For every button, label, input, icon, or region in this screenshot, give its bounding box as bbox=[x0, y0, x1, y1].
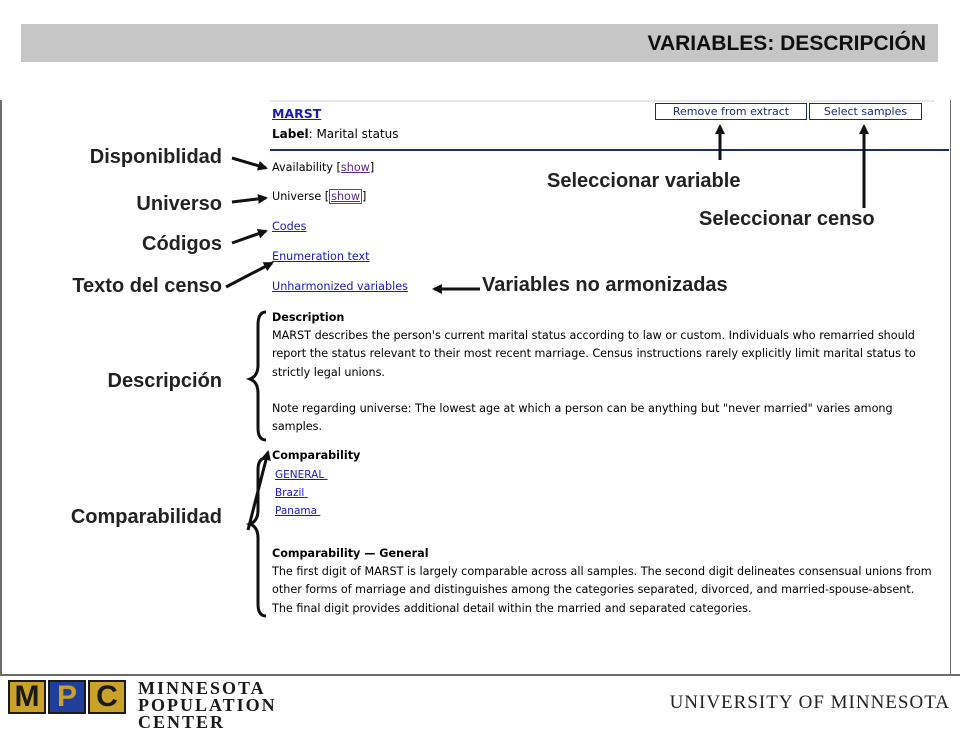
comparability-link-panama[interactable]: Panama bbox=[275, 505, 318, 517]
annotation-universo: Universo bbox=[136, 193, 222, 215]
availability-label: Availability [ bbox=[272, 161, 341, 174]
logo-letter-m: M bbox=[8, 680, 46, 714]
description-line-2: report the status relevant to their most recent marriage. Census instructions rarely explicitly limit marital status to bbox=[272, 347, 916, 361]
arrow-codigos bbox=[232, 231, 266, 243]
comparability-general-heading: Comparability — General bbox=[272, 547, 429, 560]
description-line-4: Note regarding universe: The lowest age at which a person can be anything but "never married" varies among bbox=[272, 401, 893, 415]
variable-label-key: Label bbox=[272, 127, 309, 141]
unharmonized-variables-link[interactable]: Unharmonized variables bbox=[272, 280, 408, 293]
description-line-1: MARST describes the person's current marital status according to law or custom. Individuals who remarried should bbox=[272, 329, 915, 343]
annotation-disponibilidad: Disponiblidad bbox=[89, 146, 222, 168]
mpc-line-1: MINNESOTA bbox=[138, 678, 266, 698]
annotation-codigos: Códigos bbox=[142, 233, 222, 255]
arrow-disponibilidad bbox=[232, 158, 266, 168]
availability-show-link[interactable]: show bbox=[340, 161, 370, 174]
mpc-line-2: POPULATION CENTER bbox=[138, 695, 277, 732]
logo-letter-p: P bbox=[48, 680, 86, 714]
annotation-variables-no-armonizadas: Variables no armonizadas bbox=[482, 274, 728, 296]
variable-name-link[interactable]: MARST bbox=[272, 106, 322, 121]
availability-close: ] bbox=[369, 161, 375, 174]
universe-close: ] bbox=[362, 190, 367, 203]
codes-link[interactable]: Codes bbox=[272, 220, 307, 233]
brace-descripcion bbox=[250, 312, 266, 440]
comparability-link-general[interactable]: GENERAL bbox=[275, 469, 325, 481]
annotation-comparabilidad: Comparabilidad bbox=[70, 506, 222, 528]
description-heading: Description bbox=[272, 311, 345, 324]
university-of-minnesota-wordmark: UNIVERSITY OF MINNESOTA bbox=[669, 692, 950, 713]
annotation-texto-censo: Texto del censo bbox=[72, 275, 222, 297]
comparability-heading: Comparability bbox=[272, 449, 361, 462]
description-line-5: samples. bbox=[272, 420, 323, 434]
select-samples-button[interactable]: Select samples bbox=[809, 103, 922, 120]
comparability-link-brazil[interactable]: Brazil bbox=[275, 487, 305, 499]
mpc-name bbox=[138, 680, 277, 731]
annotation-seleccionar-variable: Seleccionar variable bbox=[547, 170, 741, 192]
comparability-general-line-1: The first digit of MARST is largely comparable across all samples. The second digit delineates consensual unions from bbox=[272, 565, 932, 579]
annotation-descripcion: Descripción bbox=[107, 370, 222, 392]
universe-label: Universe [ bbox=[272, 190, 330, 203]
description-line-3: strictly legal unions. bbox=[272, 365, 385, 379]
logo-letter-c: C bbox=[88, 680, 126, 714]
universe-show-link[interactable]: show bbox=[331, 190, 361, 203]
arrow-universo bbox=[232, 198, 266, 202]
comparability-general-line-3: The final digit provides additional detail within the married and separated categories. bbox=[272, 601, 752, 615]
slide-title: VARIABLES: DESCRIPCIÓN bbox=[647, 32, 926, 55]
enumeration-text-link[interactable]: Enumeration text bbox=[272, 250, 370, 263]
remove-from-extract-button[interactable]: Remove from extract bbox=[655, 103, 807, 120]
brace-comparabilidad bbox=[250, 458, 266, 616]
comparability-general-line-2: other forms of marriage and distinguishes among the categories separated, divorced, and married-spouse-absent. bbox=[272, 583, 915, 597]
variable-label-value: : Marital status bbox=[308, 127, 399, 141]
footer-divider bbox=[0, 674, 960, 676]
arrow-texto-censo bbox=[226, 263, 272, 287]
annotation-seleccionar-censo: Seleccionar censo bbox=[699, 208, 875, 230]
